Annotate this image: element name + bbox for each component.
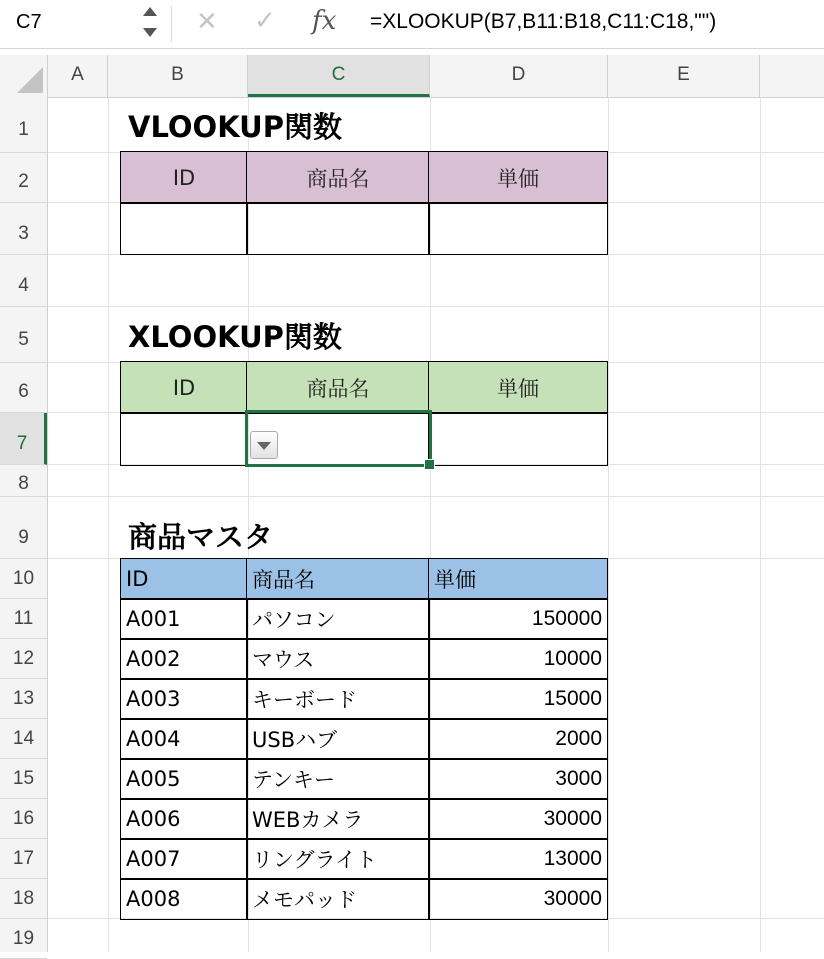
master-price[interactable]: 150000 [428, 598, 608, 640]
row-header-16[interactable]: 16 [0, 799, 47, 839]
master-price[interactable]: 3000 [428, 758, 608, 800]
column-header-bar [0, 55, 824, 98]
select-all-button[interactable] [0, 55, 48, 97]
vlookup-header-name[interactable]: 商品名 [246, 151, 430, 204]
row-header-9[interactable]: 9 [0, 497, 47, 559]
master-name[interactable]: テンキー [246, 758, 430, 800]
row-header-bar [0, 97, 48, 952]
row-header-18[interactable]: 18 [0, 879, 47, 919]
master-id[interactable]: A006 [120, 798, 248, 840]
row-header-17[interactable]: 17 [0, 839, 47, 879]
row-header-8[interactable]: 8 [0, 465, 47, 497]
row-header-10[interactable]: 10 [0, 559, 47, 599]
xlookup-cell-id[interactable] [120, 412, 248, 466]
row-header-1[interactable]: 1 [0, 97, 47, 153]
master-name[interactable]: WEBカメラ [246, 798, 430, 840]
master-price[interactable]: 30000 [428, 878, 608, 920]
row-header-11[interactable]: 11 [0, 599, 47, 639]
divider [171, 6, 172, 42]
formula-input[interactable]: =XLOOKUP(B7,B11:B18,C11:C18,"") [370, 10, 717, 33]
master-id[interactable]: A005 [120, 758, 248, 800]
row-header-14[interactable]: 14 [0, 719, 47, 759]
master-price[interactable]: 2000 [428, 718, 608, 760]
master-name[interactable]: メモパッド [246, 878, 430, 920]
fill-handle[interactable] [424, 459, 435, 470]
vlookup-cell-name[interactable] [246, 202, 430, 255]
row-header-7[interactable]: 7 [0, 413, 47, 465]
gridline [108, 97, 109, 952]
row-header-12[interactable]: 12 [0, 639, 47, 679]
row-header-15[interactable]: 15 [0, 759, 47, 799]
master-name[interactable]: パソコン [246, 598, 430, 640]
row-header-2[interactable]: 2 [0, 153, 47, 203]
master-price[interactable]: 30000 [428, 798, 608, 840]
column-header-d[interactable]: D [430, 55, 608, 97]
master-name[interactable]: USBハブ [246, 718, 430, 760]
vlookup-cell-price[interactable] [428, 202, 608, 255]
master-id[interactable]: A004 [120, 718, 248, 760]
master-name[interactable]: マウス [246, 638, 430, 680]
cancel-icon[interactable]: ✕ [196, 7, 218, 37]
master-id[interactable]: A002 [120, 638, 248, 680]
enter-icon[interactable]: ✓ [254, 6, 276, 36]
xlookup-header-name[interactable]: 商品名 [246, 361, 430, 414]
name-box-stepper[interactable] [142, 4, 158, 44]
master-id[interactable]: A007 [120, 838, 248, 880]
master-price[interactable]: 13000 [428, 838, 608, 880]
column-header-a[interactable]: A [48, 55, 108, 97]
dropdown-arrow-icon [257, 442, 271, 450]
vlookup-header-price[interactable]: 単価 [428, 151, 608, 204]
row-header-4[interactable]: 4 [0, 255, 47, 307]
insert-function-icon[interactable]: fx [312, 6, 337, 36]
name-box[interactable] [0, 0, 134, 48]
dropdown-button[interactable] [250, 431, 278, 459]
master-price[interactable]: 10000 [428, 638, 608, 680]
vlookup-header-id[interactable]: ID [120, 151, 248, 204]
row-header-3[interactable]: 3 [0, 203, 47, 255]
formula-bar [0, 0, 824, 49]
master-id[interactable]: A008 [120, 878, 248, 920]
column-header-e[interactable]: E [608, 55, 760, 97]
gridline [760, 97, 761, 952]
master-header-id[interactable]: ID [120, 558, 248, 600]
chevron-up-icon[interactable] [143, 7, 157, 16]
master-header-name[interactable]: 商品名 [246, 558, 430, 600]
master-price[interactable]: 15000 [428, 678, 608, 720]
worksheet-grid[interactable] [48, 97, 824, 952]
master-id[interactable]: A003 [120, 678, 248, 720]
xlookup-cell-price[interactable] [428, 412, 608, 466]
gridline [608, 97, 609, 952]
master-id[interactable]: A001 [120, 598, 248, 640]
xlookup-header-price[interactable]: 単価 [428, 361, 608, 414]
master-title[interactable]: 商品マスタ [128, 520, 274, 554]
name-box-value[interactable]: C7 [16, 11, 42, 33]
gridline [48, 306, 824, 307]
master-name[interactable]: キーボード [246, 678, 430, 720]
gridline [48, 496, 824, 497]
master-header-price[interactable]: 単価 [428, 558, 608, 600]
row-header-6[interactable]: 6 [0, 363, 47, 413]
row-header-19[interactable]: 19 [0, 919, 47, 959]
select-all-icon [17, 67, 43, 93]
vlookup-cell-id[interactable] [120, 202, 248, 255]
vlookup-title[interactable]: VLOOKUP関数 [128, 110, 342, 144]
master-name[interactable]: リングライト [246, 838, 430, 880]
chevron-down-icon[interactable] [143, 28, 157, 37]
xlookup-title[interactable]: XLOOKUP関数 [128, 320, 342, 354]
xlookup-header-id[interactable]: ID [120, 361, 248, 414]
column-header-b[interactable]: B [108, 55, 248, 97]
column-header-c[interactable]: C [248, 55, 430, 97]
row-header-5[interactable]: 5 [0, 307, 47, 363]
row-header-13[interactable]: 13 [0, 679, 47, 719]
